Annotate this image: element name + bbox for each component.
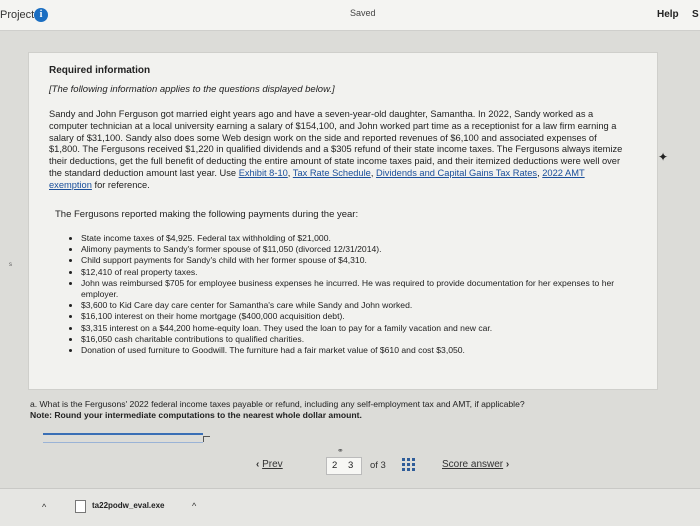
- payments-intro: The Fergusons reported making the following payments during the year:: [55, 209, 359, 220]
- question-note: Note: Round your intermediate computations to the nearest whole dollar amount.: [30, 410, 362, 420]
- tax-rate-schedule-link[interactable]: Tax Rate Schedule: [292, 167, 371, 178]
- list-item: • $16,100 interest on their home mortgage ($400,000 acquisition debt).: [81, 311, 641, 322]
- question-content-panel: [28, 52, 658, 390]
- mouse-cursor-icon: ✦: [658, 150, 669, 164]
- download-file-name[interactable]: ta22podw_eval.exe: [92, 501, 165, 510]
- list-item: • Alimony payments to Sandy's former spouse of $11,050 (divorced 12/31/2014).: [81, 244, 641, 255]
- page-total: of 3: [370, 460, 386, 471]
- scenario-paragraph: [49, 109, 629, 192]
- page-current-number[interactable]: 3: [348, 460, 354, 471]
- list-item: • Donation of used furniture to Goodwill. The furniture had a fair market value of $610 and cost $3,050.: [81, 345, 641, 356]
- list-item: • $3,600 to Kid Care day care center for Samantha's care while Sandy and John worked.: [81, 300, 641, 311]
- info-circle-icon[interactable]: i: [34, 8, 48, 22]
- list-item: • John was reimbursed $705 for employee business expenses he incurred. He was required to provide documentation for her expenses to her employer.: [81, 278, 641, 300]
- prev-label: Prev: [262, 459, 283, 470]
- question-text: a. What is the Fergusons' 2022 federal income taxes payable or refund, including any self-employment tax and AMT, if applicable?: [30, 399, 525, 409]
- page-prev-number[interactable]: 2: [332, 460, 338, 471]
- list-item: • $3,315 interest on a $44,200 home-equity loan. They used the loan to pay for a family vacation and new car.: [81, 323, 641, 334]
- scenario-tail: for reference.: [91, 179, 150, 190]
- next-label: Score answer: [442, 459, 504, 470]
- chevron-up-icon[interactable]: ^: [192, 501, 197, 511]
- question-block: [30, 399, 650, 421]
- grid-icon[interactable]: [402, 458, 415, 471]
- payments-list: [69, 233, 641, 356]
- save-status: Saved: [350, 8, 376, 18]
- page-indicator[interactable]: [326, 457, 362, 475]
- download-shelf: [0, 488, 700, 526]
- exhibit-link[interactable]: Exhibit 8-10: [238, 167, 288, 178]
- help-link[interactable]: Help: [657, 9, 679, 20]
- dividends-rates-link[interactable]: Dividends and Capital Gains Tax Rates: [376, 167, 538, 178]
- link-separator: ,: [370, 167, 377, 178]
- chevron-right-icon: ›: [505, 459, 510, 470]
- list-item: • $12,410 of real property taxes.: [81, 267, 641, 278]
- list-item: • $16,050 cash charitable contributions to qualified charities.: [81, 334, 641, 345]
- project-label[interactable]: Project: [0, 9, 35, 21]
- top-toolbar: [0, 0, 700, 31]
- margin-mark: s: [9, 262, 12, 268]
- amt-exemption-link[interactable]: 2022 AMT exemption: [49, 167, 585, 190]
- toolbar-item-cut[interactable]: S: [692, 9, 699, 20]
- chevron-left-icon: ‹: [256, 459, 260, 470]
- file-icon: [75, 500, 86, 513]
- list-item: • State income taxes of $4,925. Federal tax withholding of $21,000.: [81, 233, 641, 244]
- link-separator: ,: [537, 167, 543, 178]
- scenario-text: Sandy and John Ferguson got married eight years ago and have a seven-year-old daughter, Samantha. In 2022, Sandy worked as a computer technician at a local university earning a salary of $154,100, and John worked part time as a receptionist for a law firm earning a salary of $31,100. Sandy also does some Web design work on the side and reported revenues of $6,100 and associated expenses of $1,800. The Fergusons received $1,220 in qualified dividends and a $305 refund of their state income taxes. The Fergusons always itemize their deductions, get the full benefit of deducting the entire amount of state income taxes paid, and their itemized deductions were well over the standard deduction amount last year. Use: [49, 109, 623, 178]
- list-item: • Child support payments for Sandy's child with her former spouse of $4,310.: [81, 255, 641, 266]
- next-button[interactable]: [442, 459, 509, 470]
- answer-table-header[interactable]: [43, 433, 203, 443]
- required-info-title: Required information: [49, 65, 151, 76]
- answer-table-edge: [203, 436, 210, 442]
- link-icon: ⚭: [337, 446, 344, 455]
- prev-button[interactable]: [256, 459, 283, 470]
- required-info-note: [The following information applies to the questions displayed below.]: [49, 84, 335, 95]
- chevron-up-icon[interactable]: ^: [42, 502, 47, 512]
- link-separator: ,: [287, 167, 293, 178]
